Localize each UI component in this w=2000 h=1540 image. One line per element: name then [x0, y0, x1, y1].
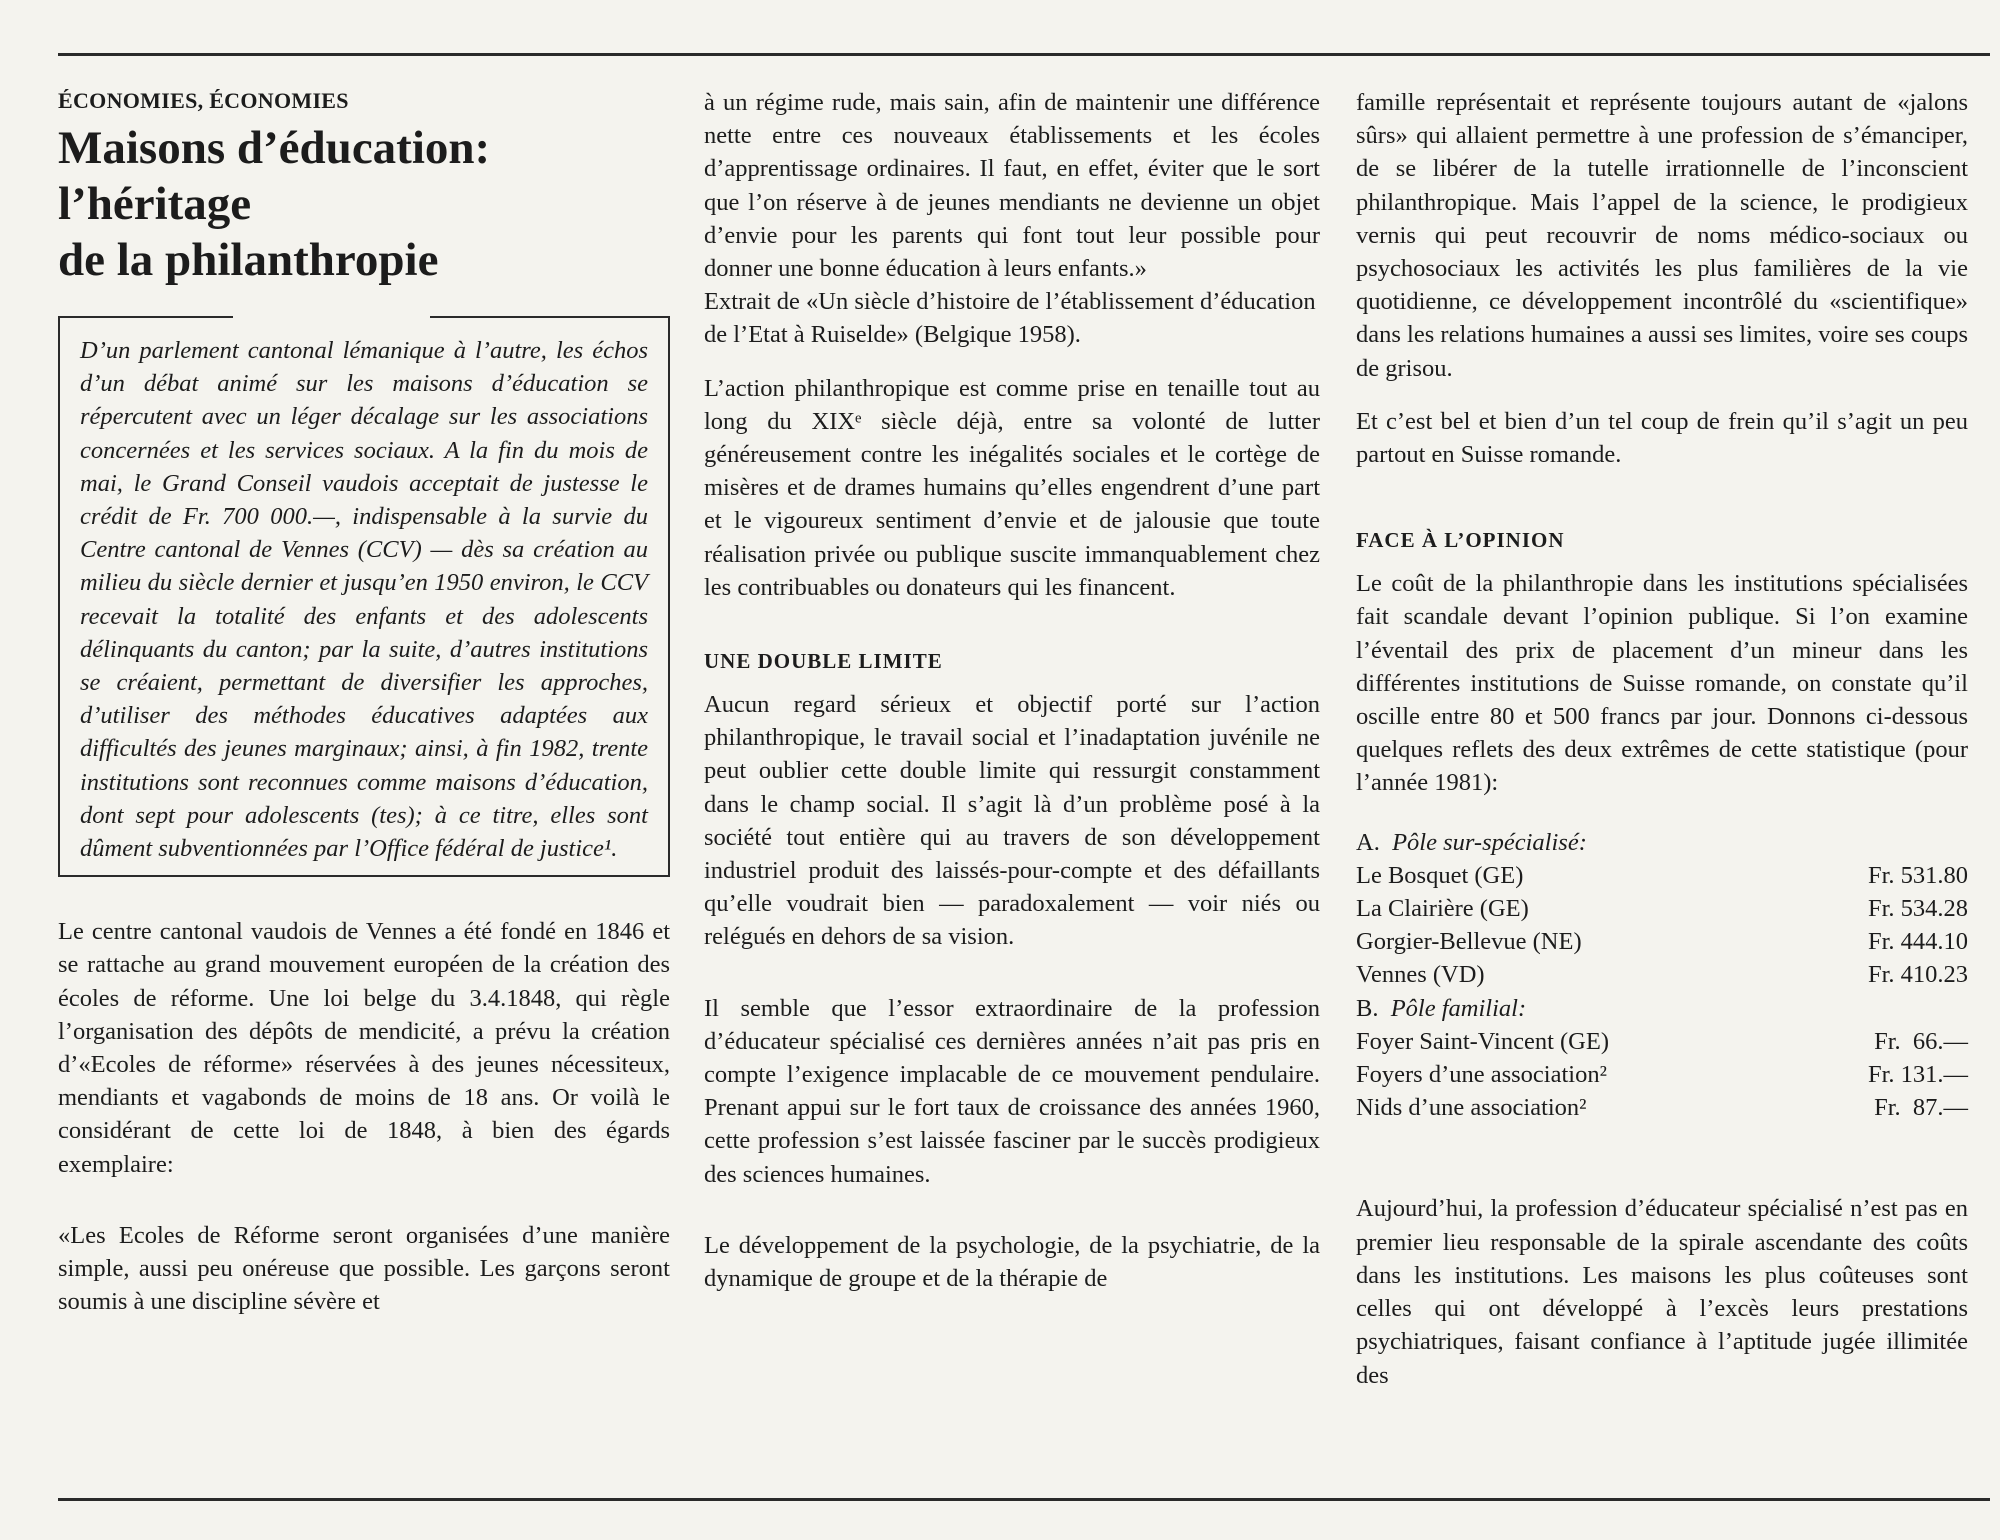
- group-b-label: Pôle familial:: [1390, 994, 1527, 1022]
- price-row: [1356, 1058, 1968, 1091]
- spacer: [1356, 1124, 1968, 1172]
- col1-paragraph-1: Le centre cantonal vaudois de Vennes a été fondé en 1846 et se rattache au grand mouvement européen de la création des écoles de réforme. Une loi belge du 3.4.1848, qui règle l’organisation des dépôts de mendicité, a prévu la création d’«Ecoles de réforme» réservées à des jeunes nécessiteux, mendiants et vagabonds de moins de 18 ans. Or voilà le considérant de cette loi de 1848, à bien des égards exemplaire:: [58, 918, 670, 1178]
- institution-name: Le Bosquet (GE): [1356, 861, 1524, 889]
- price-row: [1356, 1025, 1968, 1058]
- lead-paragraph: D’un parlement cantonal lémanique à l’autre, les échos d’un débat animé sur les maisons d’éducation se répercutent avec un léger décalage sur les associations concernées et les services sociaux. A la fin du mois de mai, le Grand Conseil vaudois acceptait de justesse le crédit de Fr. 700 000.—, indispensable à la survie du Centre cantonal de Vennes (CCV) — dès sa création au milieu du siècle dernier et jusqu’en 1950 environ, le CCV recevait la totalité des enfants et des adolescents délinquants du canton; par la suite, d’autres institutions se créaient, permettant de diversifier les approches, d’utiliser des méthodes éducatives adaptées aux difficultés des jeunes marginaux; ainsi, à fin 1982, trente institutions sont reconnues comme maisons d’éducation, dont sept pour adolescents (tes); à ce titre, elles sont dûment subventionnées par l’Office fédéral de justice¹.: [80, 337, 648, 863]
- col2-paragraph-3: Aucun regard sérieux et objectif porté sur l’action philanthropique, le travail social et l’inadaptation juvénile ne peut oublier cette double limite qui ressurgit constamment dans le champ social. Il s’agit là d’un problème posé à la société tout entière qui au travers de son développement industriel produit des laissés-pour-compte et des défaillants qu’elle voudrait bien — paradoxalement — voir niés ou relégués en dehors de sa vision.: [704, 691, 1320, 951]
- institution-name: Foyers d’une association²: [1356, 1061, 1607, 1089]
- lead-box: [58, 318, 670, 877]
- institution-price: Fr. 131.—: [1867, 1061, 1968, 1089]
- group-a-label: Pôle sur-spécialisé:: [1392, 828, 1587, 856]
- institution-price: Fr. 410.23: [1867, 961, 1968, 989]
- price-row: [1356, 925, 1968, 958]
- column-1: [58, 86, 670, 1318]
- top-rule: [58, 53, 1990, 56]
- headline: [58, 120, 670, 288]
- column-3: [1356, 86, 1968, 1392]
- group-a-letter: A.: [1356, 828, 1380, 856]
- headline-line-3: de la philanthropie: [58, 234, 439, 286]
- institution-price: Fr. 531.80: [1867, 861, 1968, 889]
- bottom-rule: [58, 1498, 1990, 1501]
- group-b-heading: [1356, 992, 1968, 1025]
- col2-source: Extrait de «Un siècle d’histoire de l’établissement d’éducation de l’Etat à Ruiselde» (Belgique 1958).: [704, 288, 1316, 349]
- col2-quote-end: à un régime rude, mais sain, afin de maintenir une différence nette entre ces nouveaux établissements et les écoles d’apprentissage ordinaires. Il faut, en effet, éviter que le sort que l’on réserve à de jeunes mendiants ne devienne un objet d’envie pour les parents qui font tout leur possible pour donner une bonne éducation à leurs enfants.»: [704, 89, 1320, 283]
- headline-line-1: Maisons d’éducation:: [58, 122, 491, 174]
- col3-paragraph-1: famille représentait et représente toujours autant de «jalons sûrs» qui allaient permettre à une profession de s’émanciper, de se libérer de la tutelle irrationnelle de l’inconscient philanthropique. Mais l’appel de la science, le prodigieux vernis qui peut recouvrir de noms médico-sociaux ou psychosociaux les activités les plus familières de la vie quotidienne, ce développement incontrôlé du «scientifique» dans les relations humaines a aussi ses limites, voire ses coups de grisou.: [1356, 89, 1968, 382]
- frame-top-right: [430, 316, 670, 318]
- institution-name: La Clairière (GE): [1356, 895, 1529, 923]
- group-a-heading: [1356, 826, 1968, 859]
- institution-price: Fr. 66.—: [1874, 1027, 1968, 1055]
- price-row: [1356, 958, 1968, 991]
- frame-top-left: [58, 316, 233, 318]
- col1-paragraph-2: «Les Ecoles de Réforme seront organisées d’une manière simple, aussi peu onéreuse que possible. Les garçons seront soumis à une discipline sévère et: [58, 1221, 670, 1316]
- col3-paragraph-3: Le coût de la philanthropie dans les institutions spécialisées fait scandale devant l’opinion publique. Si l’on examine l’éventail des prix de placement d’un mineur dans les différentes institutions de Suisse romande, on constate qu’il oscille entre 80 et 500 francs par jour. Donnons ci-dessous quelques reflets des deux extrêmes de cette statistique (pour l’année 1981):: [1356, 570, 1968, 797]
- col3-paragraph-2: Et c’est bel et bien d’un tel coup de frein qu’il s’agit un peu partout en Suisse romande.: [1356, 407, 1968, 469]
- institution-name: Foyer Saint-Vincent (GE): [1356, 1027, 1609, 1055]
- price-row: [1356, 859, 1968, 892]
- section-heading-double-limite: UNE DOUBLE LIMITE: [704, 649, 943, 674]
- price-row: [1356, 892, 1968, 925]
- headline-line-2: l’héritage: [58, 178, 252, 230]
- price-row: [1356, 1091, 1968, 1124]
- price-list: [1356, 826, 1968, 1125]
- institution-name: Vennes (VD): [1356, 961, 1485, 989]
- institution-price: Fr. 444.10: [1867, 928, 1968, 956]
- section-heading-face-opinion: FACE À L’OPINION: [1356, 528, 1565, 553]
- group-b-letter: B.: [1356, 994, 1379, 1022]
- kicker: ÉCONOMIES, ÉCONOMIES: [58, 88, 349, 113]
- institution-name: Nids d’une association²: [1356, 1094, 1587, 1122]
- col2-paragraph-4: Il semble que l’essor extraordinaire de la profession d’éducateur spécialisé ces dernières années n’ait pas pris en compte l’exigence implacable de ce mouvement pendulaire. Prenant appui sur le fort taux de croissance des années 1960, cette profession s’est laissée fasciner par le succès prodigieux des sciences humaines.: [704, 994, 1320, 1188]
- column-2: [704, 86, 1320, 1295]
- col2-paragraph-5: Le développement de la psychologie, de la psychiatrie, de la dynamique de groupe et de la thérapie de: [704, 1231, 1320, 1293]
- institution-price: Fr. 534.28: [1867, 895, 1968, 923]
- institution-name: Gorgier-Bellevue (NE): [1356, 928, 1582, 956]
- col3-paragraph-4: Aujourd’hui, la profession d’éducateur spécialisé n’est pas en premier lieu responsable de la spirale ascendante des coûts dans les institutions. Les maisons les plus coûteuses sont celles qui ont développé à l’excès leurs prestations psychiatriques, faisant confiance à l’aptitude jugée illimitée des: [1356, 1195, 1968, 1389]
- col2-paragraph-2: L’action philanthropique est comme prise en tenaille tout au long du XIXᵉ siècle déjà, entre sa volonté de lutter généreusement contre les inégalités sociales et le cortège de misères et de drames humains qu’elles engendrent d’une part et le vigoureux sentiment d’envie et de jalousie que toute réalisation privée ou publique suscite immanquablement chez les contribuables ou donateurs qui les financent.: [704, 374, 1320, 601]
- institution-price: Fr. 87.—: [1874, 1094, 1968, 1122]
